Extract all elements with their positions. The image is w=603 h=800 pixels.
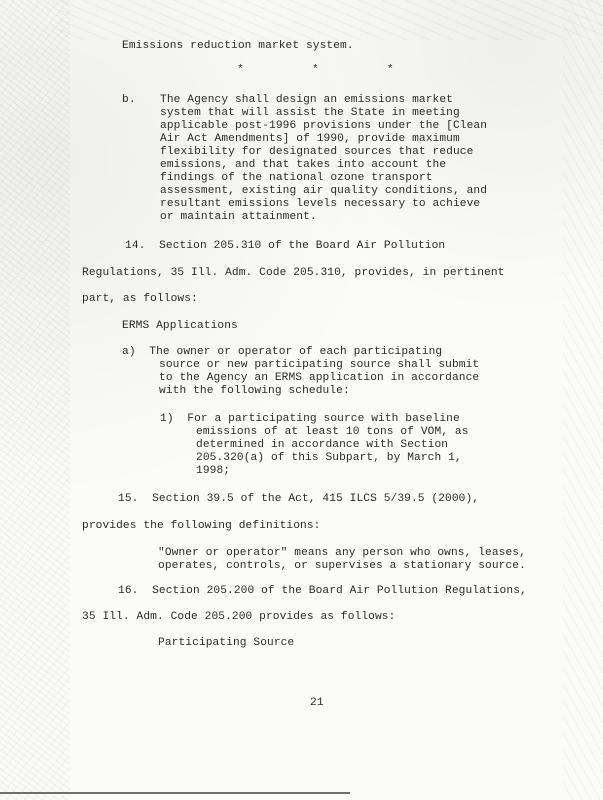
text-line: applicable post-1996 provisions under the [Clean: [160, 120, 488, 132]
text-line: Participating Source: [158, 637, 295, 649]
ellipsis-asterisks: * * *: [237, 64, 394, 76]
text-line: "Owner or operator" means any person who owns, leases,: [158, 547, 526, 559]
text-line: flexibility for designated sources that reduce: [160, 146, 474, 158]
section-title: ERMS Applications: [122, 320, 238, 332]
text-line: determined in accordance with Section: [196, 439, 449, 451]
text-line: operates, controls, or supervises a stationary source.: [158, 560, 526, 572]
text-line: to the Agency an ERMS application in accordance: [159, 372, 480, 384]
text-line: emissions, and that takes into account the: [160, 159, 447, 171]
item-letter-b: b.: [122, 94, 136, 106]
text-line: 1998;: [196, 465, 231, 477]
scan-edge-line: [0, 792, 350, 794]
text-line: source or new participating source shall submit: [159, 359, 480, 371]
text-line: 35 Ill. Adm. Code 205.200 provides as follows:: [82, 611, 396, 623]
scan-noise-right: [563, 0, 603, 800]
paragraph-15-heading: 15. Section 39.5 of the Act, 415 ILCS 5/39.5 (2000),: [118, 493, 480, 505]
text-line: emissions of at least 10 tons of VOM, as: [196, 426, 469, 438]
text-line: The Agency shall design an emissions market: [160, 94, 453, 106]
scan-noise-top: [60, 0, 603, 40]
text-line: resultant emissions levels necessary to achieve: [160, 198, 481, 210]
text-line: with the following schedule:: [159, 385, 350, 397]
text-line: provides the following definitions:: [82, 520, 321, 532]
text-line: assessment, existing air quality conditions, and: [160, 185, 488, 197]
paragraph-14-heading: 14. Section 205.310 of the Board Air Pollution: [125, 240, 446, 252]
text-line: 1) For a participating source with baseline: [160, 413, 460, 425]
text-line: Regulations, 35 Ill. Adm. Code 205.310, provides, in pertinent: [82, 267, 505, 279]
paragraph-16-heading: 16. Section 205.200 of the Board Air Pollution Regulations,: [118, 585, 527, 597]
text-line: Air Act Amendments] of 1990, provide maximum: [160, 133, 460, 145]
text-line: or maintain attainment.: [160, 211, 317, 223]
page-number: 21: [310, 697, 324, 709]
text-line: Emissions reduction market system.: [122, 40, 354, 52]
text-line: part, as follows:: [82, 293, 198, 305]
text-line: a) The owner or operator of each participating: [122, 346, 443, 358]
text-line: findings of the national ozone transport: [160, 172, 433, 184]
text-line: system that will assist the State in meeting: [160, 107, 460, 119]
text-line: 205.320(a) of this Subpart, by March 1,: [196, 452, 462, 464]
scan-noise-left: [0, 0, 70, 800]
